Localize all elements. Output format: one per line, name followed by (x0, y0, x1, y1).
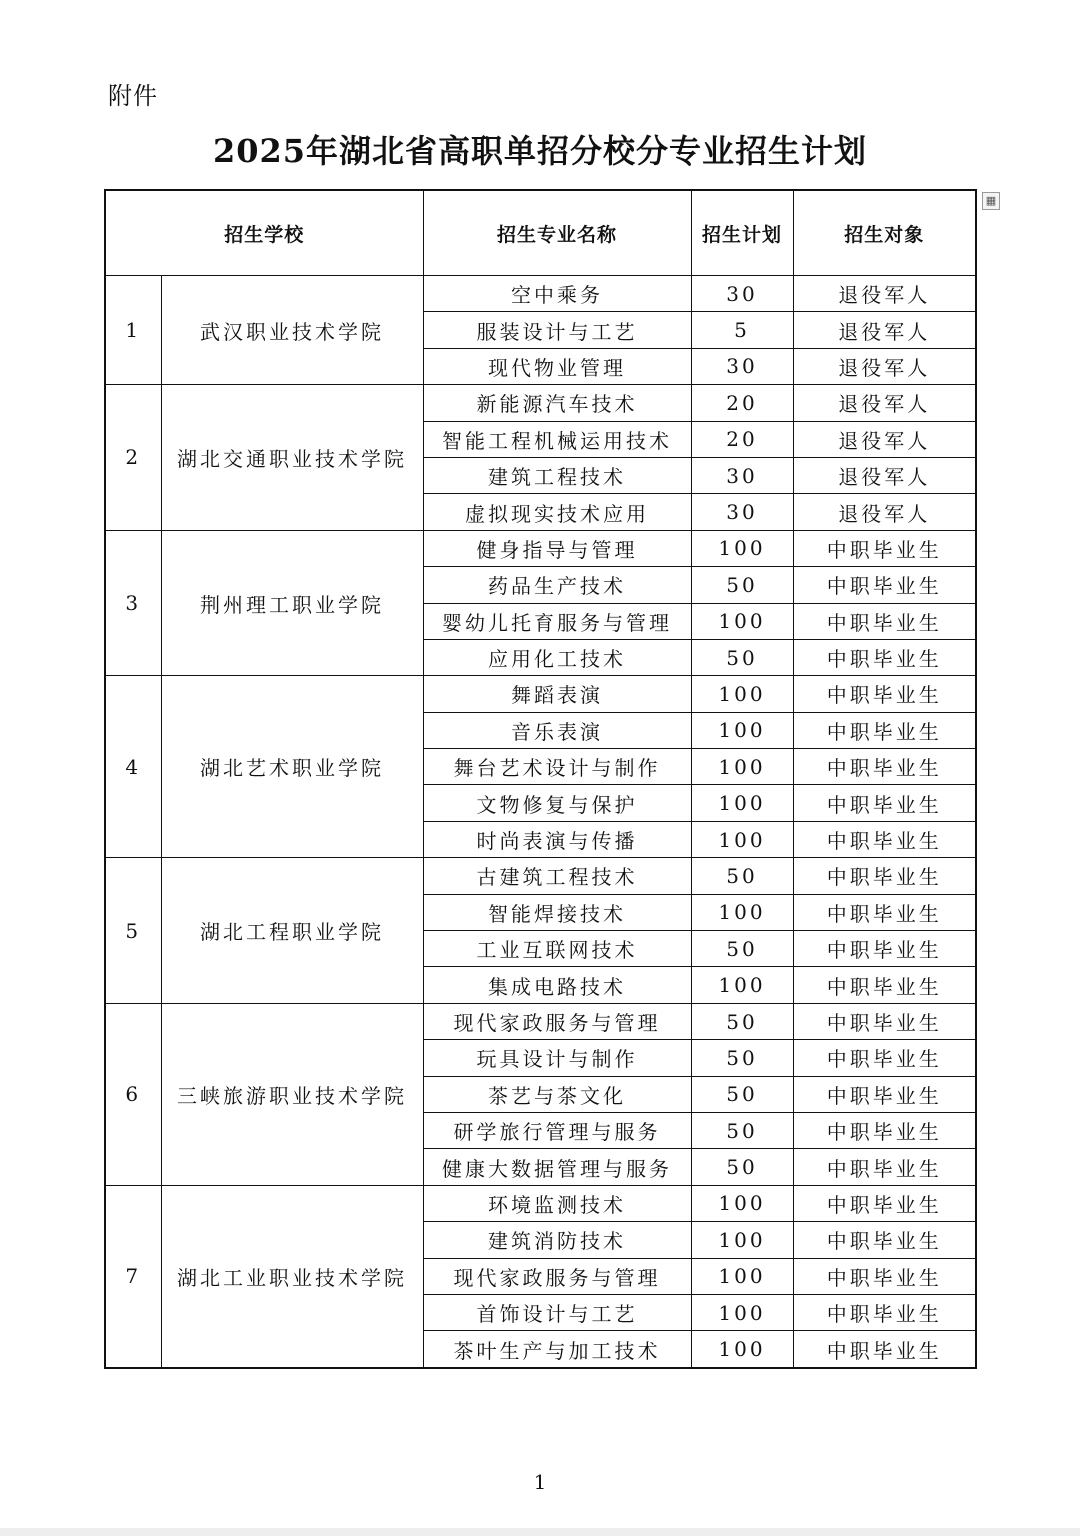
enrollment-target: 退役军人 (793, 457, 976, 493)
enrollment-target: 中职毕业生 (793, 931, 976, 967)
table-row (105, 1003, 976, 1039)
major-name: 智能工程机械运用技术 (423, 421, 691, 457)
plan-count: 30 (691, 494, 793, 530)
major-name: 文物修复与保护 (423, 785, 691, 821)
enrollment-target: 中职毕业生 (793, 712, 976, 748)
major-name: 药品生产技术 (423, 567, 691, 603)
plan-count: 50 (691, 1149, 793, 1185)
plan-count: 20 (691, 385, 793, 421)
plan-count: 100 (691, 894, 793, 930)
plan-count: 50 (691, 1076, 793, 1112)
enrollment-target: 退役军人 (793, 494, 976, 530)
major-name: 智能焊接技术 (423, 894, 691, 930)
major-name: 建筑消防技术 (423, 1222, 691, 1258)
header-major: 招生专业名称 (423, 190, 691, 276)
enrollment-target: 中职毕业生 (793, 676, 976, 712)
table-row (105, 1185, 976, 1221)
table-row (105, 385, 976, 421)
plan-count: 50 (691, 1112, 793, 1148)
major-name: 首饰设计与工艺 (423, 1294, 691, 1330)
enrollment-target: 退役军人 (793, 312, 976, 348)
plan-count: 100 (691, 1258, 793, 1294)
major-name: 环境监测技术 (423, 1185, 691, 1221)
major-name: 古建筑工程技术 (423, 858, 691, 894)
plan-count: 5 (691, 312, 793, 348)
plan-count: 30 (691, 457, 793, 493)
enrollment-target: 中职毕业生 (793, 567, 976, 603)
school-number: 4 (105, 676, 161, 858)
major-name: 婴幼儿托育服务与管理 (423, 603, 691, 639)
school-number: 5 (105, 858, 161, 1004)
enrollment-target: 中职毕业生 (793, 785, 976, 821)
major-name: 服装设计与工艺 (423, 312, 691, 348)
school-name: 湖北工程职业学院 (161, 858, 423, 1004)
enrollment-target: 中职毕业生 (793, 1040, 976, 1076)
table-row (105, 858, 976, 894)
plan-count: 20 (691, 421, 793, 457)
major-name: 音乐表演 (423, 712, 691, 748)
table-body (105, 276, 976, 1368)
table-icon[interactable]: ▦ (982, 192, 1000, 210)
major-name: 舞台艺术设计与制作 (423, 749, 691, 785)
enrollment-target: 退役军人 (793, 348, 976, 384)
plan-count: 100 (691, 821, 793, 857)
plan-count: 50 (691, 567, 793, 603)
plan-count: 100 (691, 749, 793, 785)
major-name: 茶叶生产与加工技术 (423, 1331, 691, 1368)
major-name: 现代家政服务与管理 (423, 1258, 691, 1294)
enrollment-target: 中职毕业生 (793, 1076, 976, 1112)
school-number: 7 (105, 1185, 161, 1367)
plan-count: 30 (691, 348, 793, 384)
enrollment-target: 中职毕业生 (793, 1003, 976, 1039)
enrollment-target: 中职毕业生 (793, 1331, 976, 1368)
school-number: 3 (105, 530, 161, 676)
school-name: 湖北艺术职业学院 (161, 676, 423, 858)
school-number: 6 (105, 1003, 161, 1185)
header-plan: 招生计划 (691, 190, 793, 276)
page-title: 2025年湖北省高职单招分校分专业招生计划 (212, 132, 868, 170)
plan-count: 100 (691, 676, 793, 712)
enrollment-target: 中职毕业生 (793, 749, 976, 785)
plan-count: 100 (691, 712, 793, 748)
viewer-bottom-bar (0, 1528, 1080, 1536)
table-row (105, 530, 976, 566)
major-name: 健康大数据管理与服务 (423, 1149, 691, 1185)
plan-count: 50 (691, 858, 793, 894)
plan-count: 50 (691, 1003, 793, 1039)
table-row (105, 276, 976, 312)
enrollment-target: 中职毕业生 (793, 1294, 976, 1330)
plan-count: 50 (691, 639, 793, 675)
major-name: 集成电路技术 (423, 967, 691, 1003)
enrollment-target: 中职毕业生 (793, 1149, 976, 1185)
major-name: 时尚表演与传播 (423, 821, 691, 857)
school-name: 武汉职业技术学院 (161, 276, 423, 385)
major-name: 现代物业管理 (423, 348, 691, 384)
plan-count: 50 (691, 931, 793, 967)
enrollment-target: 中职毕业生 (793, 639, 976, 675)
enrollment-target: 中职毕业生 (793, 1112, 976, 1148)
plan-count: 30 (691, 276, 793, 312)
header-school: 招生学校 (105, 190, 423, 276)
major-name: 工业互联网技术 (423, 931, 691, 967)
school-name: 荆州理工职业学院 (161, 530, 423, 676)
enrollment-target: 退役军人 (793, 276, 976, 312)
school-number: 1 (105, 276, 161, 385)
table-row (105, 676, 976, 712)
major-name: 研学旅行管理与服务 (423, 1112, 691, 1148)
major-name: 健身指导与管理 (423, 530, 691, 566)
enrollment-target: 中职毕业生 (793, 1258, 976, 1294)
page-number: 1 (533, 1470, 547, 1494)
enrollment-plan-table (104, 189, 977, 1369)
plan-count: 100 (691, 1222, 793, 1258)
plan-count: 100 (691, 785, 793, 821)
enrollment-target: 中职毕业生 (793, 821, 976, 857)
enrollment-target: 退役军人 (793, 385, 976, 421)
major-name: 舞蹈表演 (423, 676, 691, 712)
enrollment-target: 中职毕业生 (793, 967, 976, 1003)
school-name: 湖北工业职业技术学院 (161, 1185, 423, 1367)
plan-count: 100 (691, 1294, 793, 1330)
plan-count: 100 (691, 603, 793, 639)
header-target: 招生对象 (793, 190, 976, 276)
school-name: 三峡旅游职业技术学院 (161, 1003, 423, 1185)
enrollment-target: 中职毕业生 (793, 530, 976, 566)
school-name: 湖北交通职业技术学院 (161, 385, 423, 531)
plan-count: 50 (691, 1040, 793, 1076)
enrollment-target: 中职毕业生 (793, 1185, 976, 1221)
enrollment-target: 中职毕业生 (793, 894, 976, 930)
table-header-row (105, 190, 976, 276)
enrollment-target: 中职毕业生 (793, 1222, 976, 1258)
school-number: 2 (105, 385, 161, 531)
plan-count: 100 (691, 1331, 793, 1368)
major-name: 应用化工技术 (423, 639, 691, 675)
major-name: 虚拟现实技术应用 (423, 494, 691, 530)
enrollment-target: 退役军人 (793, 421, 976, 457)
major-name: 新能源汽车技术 (423, 385, 691, 421)
major-name: 玩具设计与制作 (423, 1040, 691, 1076)
attachment-label: 附件 (108, 82, 158, 110)
plan-count: 100 (691, 967, 793, 1003)
major-name: 建筑工程技术 (423, 457, 691, 493)
plan-count: 100 (691, 530, 793, 566)
major-name: 空中乘务 (423, 276, 691, 312)
enrollment-target: 中职毕业生 (793, 858, 976, 894)
major-name: 茶艺与茶文化 (423, 1076, 691, 1112)
plan-count: 100 (691, 1185, 793, 1221)
enrollment-target: 中职毕业生 (793, 603, 976, 639)
major-name: 现代家政服务与管理 (423, 1003, 691, 1039)
